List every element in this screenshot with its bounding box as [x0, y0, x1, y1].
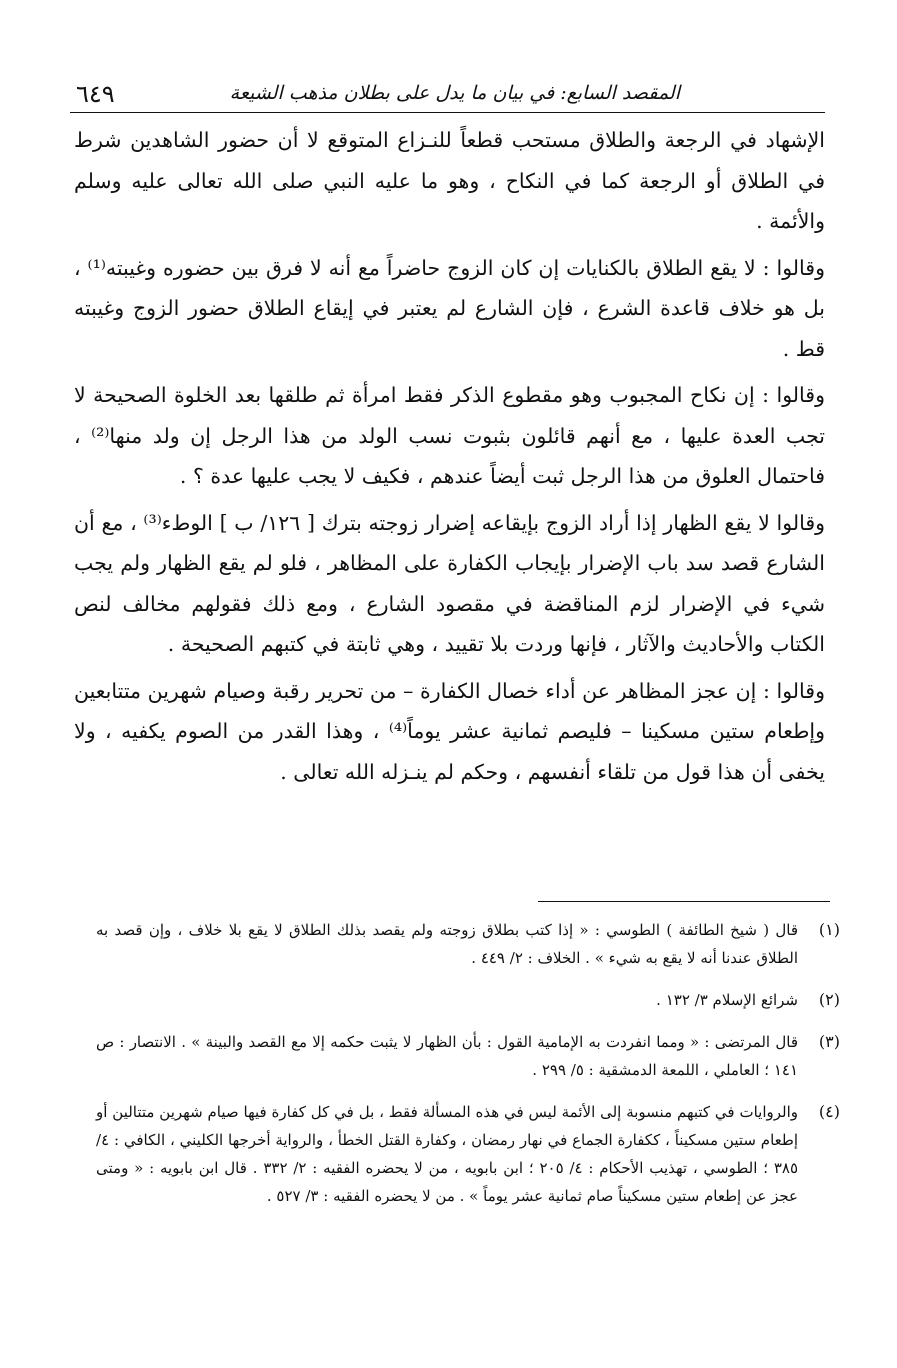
footnote-3 — [96, 1028, 840, 1084]
footnote-number: (٢) — [818, 990, 840, 1009]
footnote-number: (٤) — [818, 1102, 840, 1121]
main-text — [74, 120, 825, 798]
paragraph-1: الإشهاد في الرجعة والطلاق مستحب قطعاً للنـزاع المتوقع لا أن حضور الشاهدين شرط في الطلاق أو الرجعة كما في النكاح ، وهو ما عليه النبي صلى الله تعالى عليه وسلم والأئمة . — [74, 128, 825, 233]
footnote-text: والروايات في كتبهم منسوبة إلى الأئمة ليس في هذه المسألة فقط ، بل في كل كفارة فيها صيام شهرين متتالين أو إطعام ستين مسكيناً ، ككفارة الجماع في نهار رمضان ، وكفارة القتل الخطأ ، والرواية أخرجها الكليني ، الكافي : ٤/ ٣٨٥ ؛ الطوسي ، تهذيب الأحكام : ٤/ ٢٠٥ ؛ ابن بابويه ، من لا يحضره الفقيه : ٢/ ٣٣٢ . قال ابن بابويه : « ومتى عجز عن إطعام ستين مسكيناً صام ثمانية عشر يوماً » . من لا يحضره الفقيه : ٣/ ٥٢٧ . — [96, 1103, 798, 1205]
paragraph-4: وقالوا لا يقع الظهار إذا أراد الزوج بإيقاعه إضرار زوجته بترك [ ١٢٦/ ب ] الوطء⁽³⁾ ، مع أن الشارع قصد سد باب الإضرار بإيجاب الكفارة على المظاهر ، فلو لم يقع الظهار ولم يجب شيء في الإضرار لزم المناقضة في مقصود الشارع ، ومع ذلك فقولهم مخالف لنص الكتاب والأحاديث والآثار ، فإنها وردت بلا تقييد ، وهي ثابتة في كتبهم الصحيحة . — [74, 510, 826, 656]
footnote-2 — [96, 986, 840, 1014]
footnote-text: قال ( شيخ الطائفة ) الطوسي : « إذا كتب بطلاق زوجته ولم يقصد بذلك الطلاق لا يقع بلا خلاف ، وإن قصد به الطلاق عندنا أنه لا يقع به شيء » . الخلاف : ٢/ ٤٤٩ . — [96, 921, 798, 967]
page-number: ٦٤٩ — [76, 80, 115, 108]
footnote-number: (١) — [818, 920, 840, 939]
footnote-text: قال المرتضى : « ومما انفردت به الإمامية القول : بأن الظهار لا يثبت حكمه إلا مع القصد والبينة » . الانتصار : ص ١٤١ ؛ العاملي ، اللمعة الدمشقية : ٥/ ٢٩٩ . — [96, 1033, 798, 1079]
paragraph-5: وقالوا : إن عجز المظاهر عن أداء خصال الكفارة – من تحرير رقبة وصيام شهرين متتابعين وإطعام ستين مسكينا – فليصم ثمانية عشر يوماً⁽⁴⁾ ، وهذا القدر من الصوم يكفيه ، ولا يخفى أن هذا قول من تلقاء أنفسهم ، وحكم لم ينـزله الله تعالى . — [74, 678, 825, 784]
paragraph-3: وقالوا : إن نكاح المجبوب وهو مقطوع الذكر فقط امرأة ثم طلقها بعد الخلوة الصحيحة لا تجب العدة عليها ، مع أنهم قائلون بثبوت نسب الولد من هذا الرجل إن ولد منها⁽²⁾ ، فاحتمال العلوق من هذا الرجل ثبت أيضاً عندهم ، فكيف لا يجب عليها عدة ؟ . — [74, 383, 826, 488]
footnote-4 — [96, 1098, 840, 1210]
header-rule — [70, 112, 825, 113]
running-header — [70, 76, 825, 116]
running-header-title: المقصد السابع: في بيان ما يدل على بطلان مذهب الشيعة — [229, 82, 680, 104]
footnote-text: شرائع الإسلام ٣/ ١٣٢ . — [656, 991, 798, 1009]
footnote-separator — [538, 901, 830, 902]
footnotes — [96, 916, 840, 1224]
paragraph-2: وقالوا : لا يقع الطلاق بالكنايات إن كان الزوج حاضراً مع أنه لا فرق بين حضوره وغيبته⁽¹⁾ ، بل هو خلاف قاعدة الشرع ، فإن الشارع لم يعتبر في إيقاع الطلاق حضور الزوج وغيبته قط . — [74, 255, 826, 361]
footnote-number: (٣) — [818, 1032, 840, 1051]
footnote-1 — [96, 916, 840, 972]
